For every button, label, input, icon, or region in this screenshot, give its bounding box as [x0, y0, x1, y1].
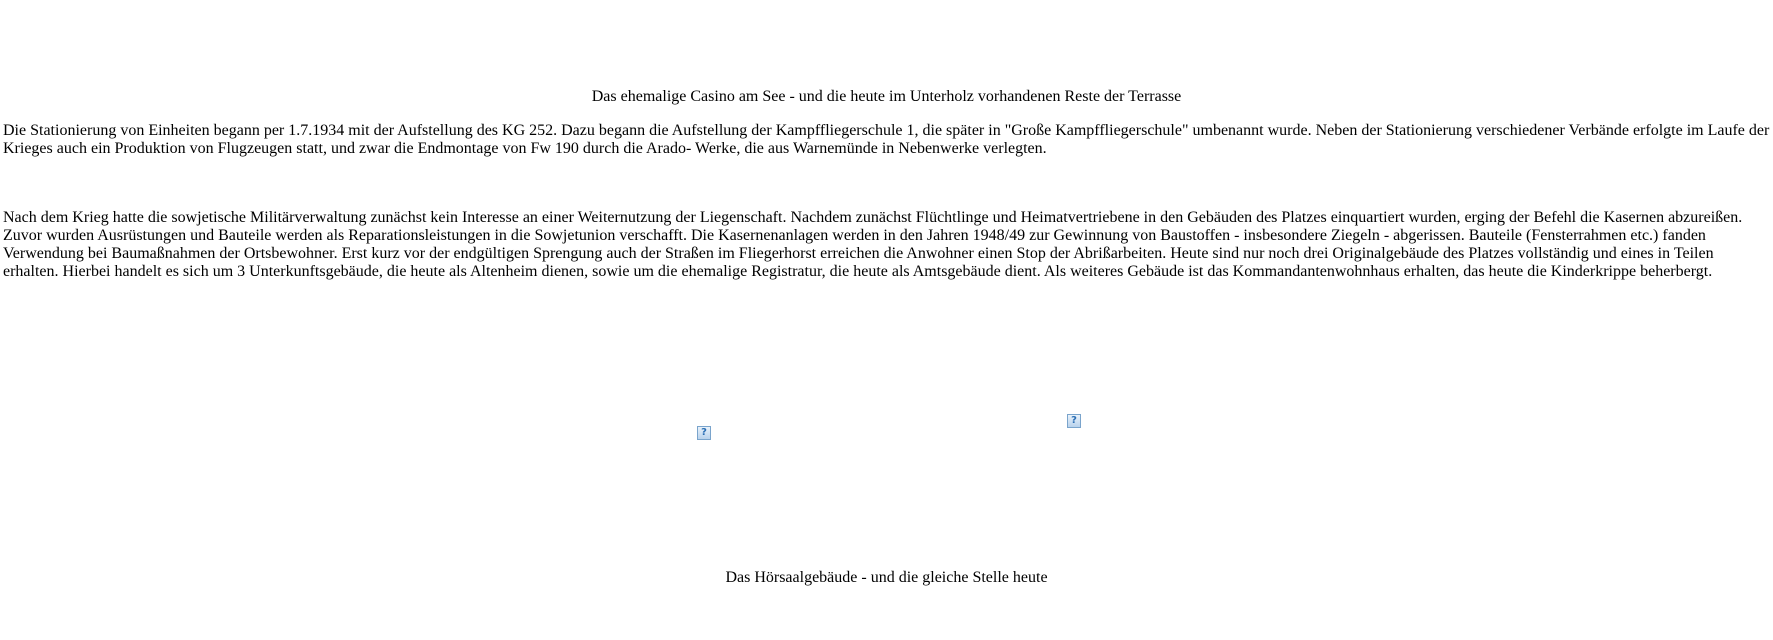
- paragraph-stationing: Die Stationierung von Einheiten begann per 1.7.1934 mit der Aufstellung des KG 252. Dazu begann die Aufstellung der Kampffliegerschule 1, die später in "Große Kampffliegerschule" umbenannt wurde. Neben der Stationierung verschiedener Verbände erfolgte im Laufe der Krieges auch ein Produktion von Flugzeugen statt, und zwar die Endmontage von Fw 190 durch die Arado- Werke, die aus Warnemünde in Nebenwerke verlegten.: [3, 122, 1770, 157]
- paragraph-post-war: Nach dem Krieg hatte die sowjetische Militärverwaltung zunächst kein Interesse an einer Weiternutzung der Liegenschaft. Nachdem zunächst Flüchtlinge und Heimatvertriebene in den Gebäuden des Platzes einquartiert wurden, erging der Befehl die Kasernen abzureißen. Zuvor wurden Ausrüstungen und Bauteile werden als Reparationsleistungen in die Sowjetunion verschafft. Die Kasernenanlagen werden in den Jahren 1948/49 zur Gewinnung von Baustoffen - insbesondere Ziegeln - abgerissen. Bauteile (Fensterrahmen etc.) fanden Verwendung bei Baumaßnahmen der Ortsbewohner. Erst kurz vor der endgültigen Sprengung auch der Straßen im Fliegerhorst erreichen die Anwohner einen Stop der Abrißarbeiten. Heute sind nur noch drei Originalgebäude des Platzes vollständig und eines in Teilen erhalten. Hierbei handelt es sich um 3 Unterkunftsgebäude, die heute als Altenheim dienen, sowie um die ehemalige Registratur, die heute als Amtsgebäude dient. Als weiteres Gebäude ist das Kommandantenwohnhaus erhalten, das heute die Kinderkrippe beherbergt.: [3, 209, 1743, 280]
- caption-lecture-hall: Das Hörsaalgebäude - und die gleiche Stelle heute: [725, 569, 1048, 586]
- broken-image-icon[interactable]: ?: [697, 426, 711, 440]
- caption-casino: Das ehemalige Casino am See - und die heute im Unterholz vorhandenen Reste der Terrasse: [591, 88, 1182, 105]
- broken-image-icon[interactable]: ?: [1067, 414, 1081, 428]
